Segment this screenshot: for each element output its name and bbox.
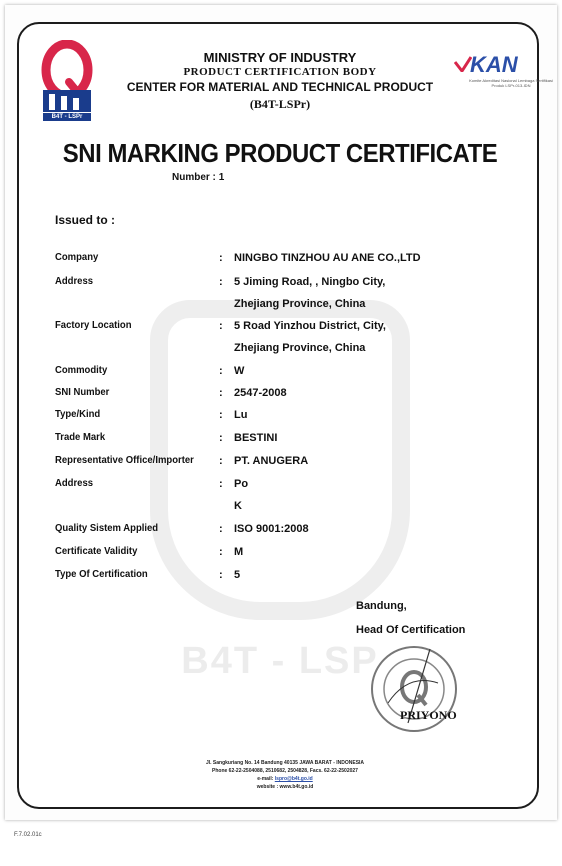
field-value-certificate-validity: M: [234, 546, 244, 558]
field-label-type-of-certification: Type Of Certification: [55, 569, 148, 580]
field-colon: :: [219, 455, 223, 467]
footer-website-link[interactable]: www.b4t.go.id: [279, 784, 314, 790]
field-value-importer-address: Po: [234, 478, 249, 490]
center-heading: CENTER FOR MATERIAL AND TECHNICAL PRODUCT: [126, 80, 434, 94]
field-colon: :: [219, 365, 223, 377]
field-colon: :: [219, 523, 223, 535]
document-code: F.7.02.01c: [14, 832, 42, 838]
field-colon: :: [219, 478, 223, 490]
field-value-type-kind: Lu: [234, 409, 248, 421]
field-label-quality-system: Quality Sistem Applied: [55, 523, 159, 534]
field-value-factory-location-line2: Zhejiang Province, China: [234, 342, 366, 354]
field-value-address: 5 Jiming Road, , Ningbo City,: [234, 276, 386, 288]
field-colon: :: [219, 387, 223, 399]
field-label-trade-mark: Trade Mark: [55, 432, 106, 443]
footer-website-row: [120, 784, 450, 791]
watermark-text: B4T - LSP: [181, 640, 379, 682]
field-colon: :: [219, 276, 223, 288]
field-colon: :: [219, 320, 223, 332]
field-value-type-of-certification: 5: [234, 569, 241, 581]
kan-logo-caption: Komite Akreditasi Nasional Lembaga Sertifikasi Produk LSPr-013-IDN: [469, 78, 553, 88]
field-label-company: Company: [55, 252, 99, 263]
certification-body-heading: PRODUCT CERTIFICATION BODY: [183, 66, 377, 78]
field-value-quality-system: ISO 9001:2008: [234, 523, 309, 535]
field-value-company: NINGBO TINZHOU AU ANE CO.,LTD: [234, 252, 421, 264]
field-colon: :: [219, 546, 223, 558]
b4t-logo-caption: B4T - LSPr: [43, 113, 91, 121]
field-label-commodity: Commodity: [55, 365, 108, 376]
field-value-representative-office: PT. ANUGERA: [234, 455, 309, 467]
field-colon: :: [219, 409, 223, 421]
field-label-factory-location: Factory Location: [55, 320, 132, 331]
footer-email-row: [120, 776, 450, 783]
field-label-certificate-validity: Certificate Validity: [55, 546, 138, 557]
ministry-heading: MINISTRY OF INDUSTRY: [203, 50, 357, 65]
certificate-number-row: [172, 172, 224, 183]
field-colon: :: [219, 252, 223, 264]
field-label-address: Address: [55, 276, 94, 287]
field-value-importer-address-line2: K: [234, 500, 242, 512]
footer-email-label: e-mail:: [257, 776, 274, 782]
footer-phone: Phone 62-22-2504088, 2510682, 2504828, Facs. 62-22-2502027: [212, 768, 358, 774]
field-colon: :: [219, 432, 223, 444]
certificate-title: SNI MARKING PRODUCT CERTIFICATE: [62, 138, 498, 168]
footer-address: Jl. Sangkuriang No. 14 Bandung 40135 JAWA BARAT - INDONESIA: [205, 760, 365, 766]
footer-website-label: website :: [256, 784, 279, 790]
number-value: 1: [218, 172, 225, 183]
signatory-name: PRIYONO: [400, 708, 457, 722]
field-value-trade-mark: BESTINI: [234, 432, 278, 444]
footer-email-link[interactable]: lspro@b4t.go.id: [274, 776, 313, 782]
kan-logo-text: KAN: [470, 52, 518, 77]
field-value-factory-location: 5 Road Yinzhou District, City,: [234, 320, 386, 332]
b4t-q-logo-icon: [41, 40, 93, 122]
abbrev-heading: (B4T-LSPr): [249, 97, 311, 111]
signature-city-date: Bandung,: [356, 600, 407, 612]
field-value-commodity: W: [234, 365, 245, 377]
field-label-type-kind: Type/Kind: [55, 409, 101, 420]
number-label: Number :: [172, 172, 216, 183]
field-label-representative-office: Representative Office/Importer: [55, 455, 194, 466]
signature-role: Head Of Certification: [356, 624, 466, 636]
field-value-sni-number: 2547-2008: [234, 387, 287, 399]
field-colon: :: [219, 569, 223, 581]
issued-to-label: Issued to :: [55, 213, 116, 227]
field-label-importer-address: Address: [55, 478, 94, 489]
field-label-sni-number: SNI Number: [55, 387, 110, 398]
field-value-address-line2: Zhejiang Province, China: [234, 298, 366, 310]
